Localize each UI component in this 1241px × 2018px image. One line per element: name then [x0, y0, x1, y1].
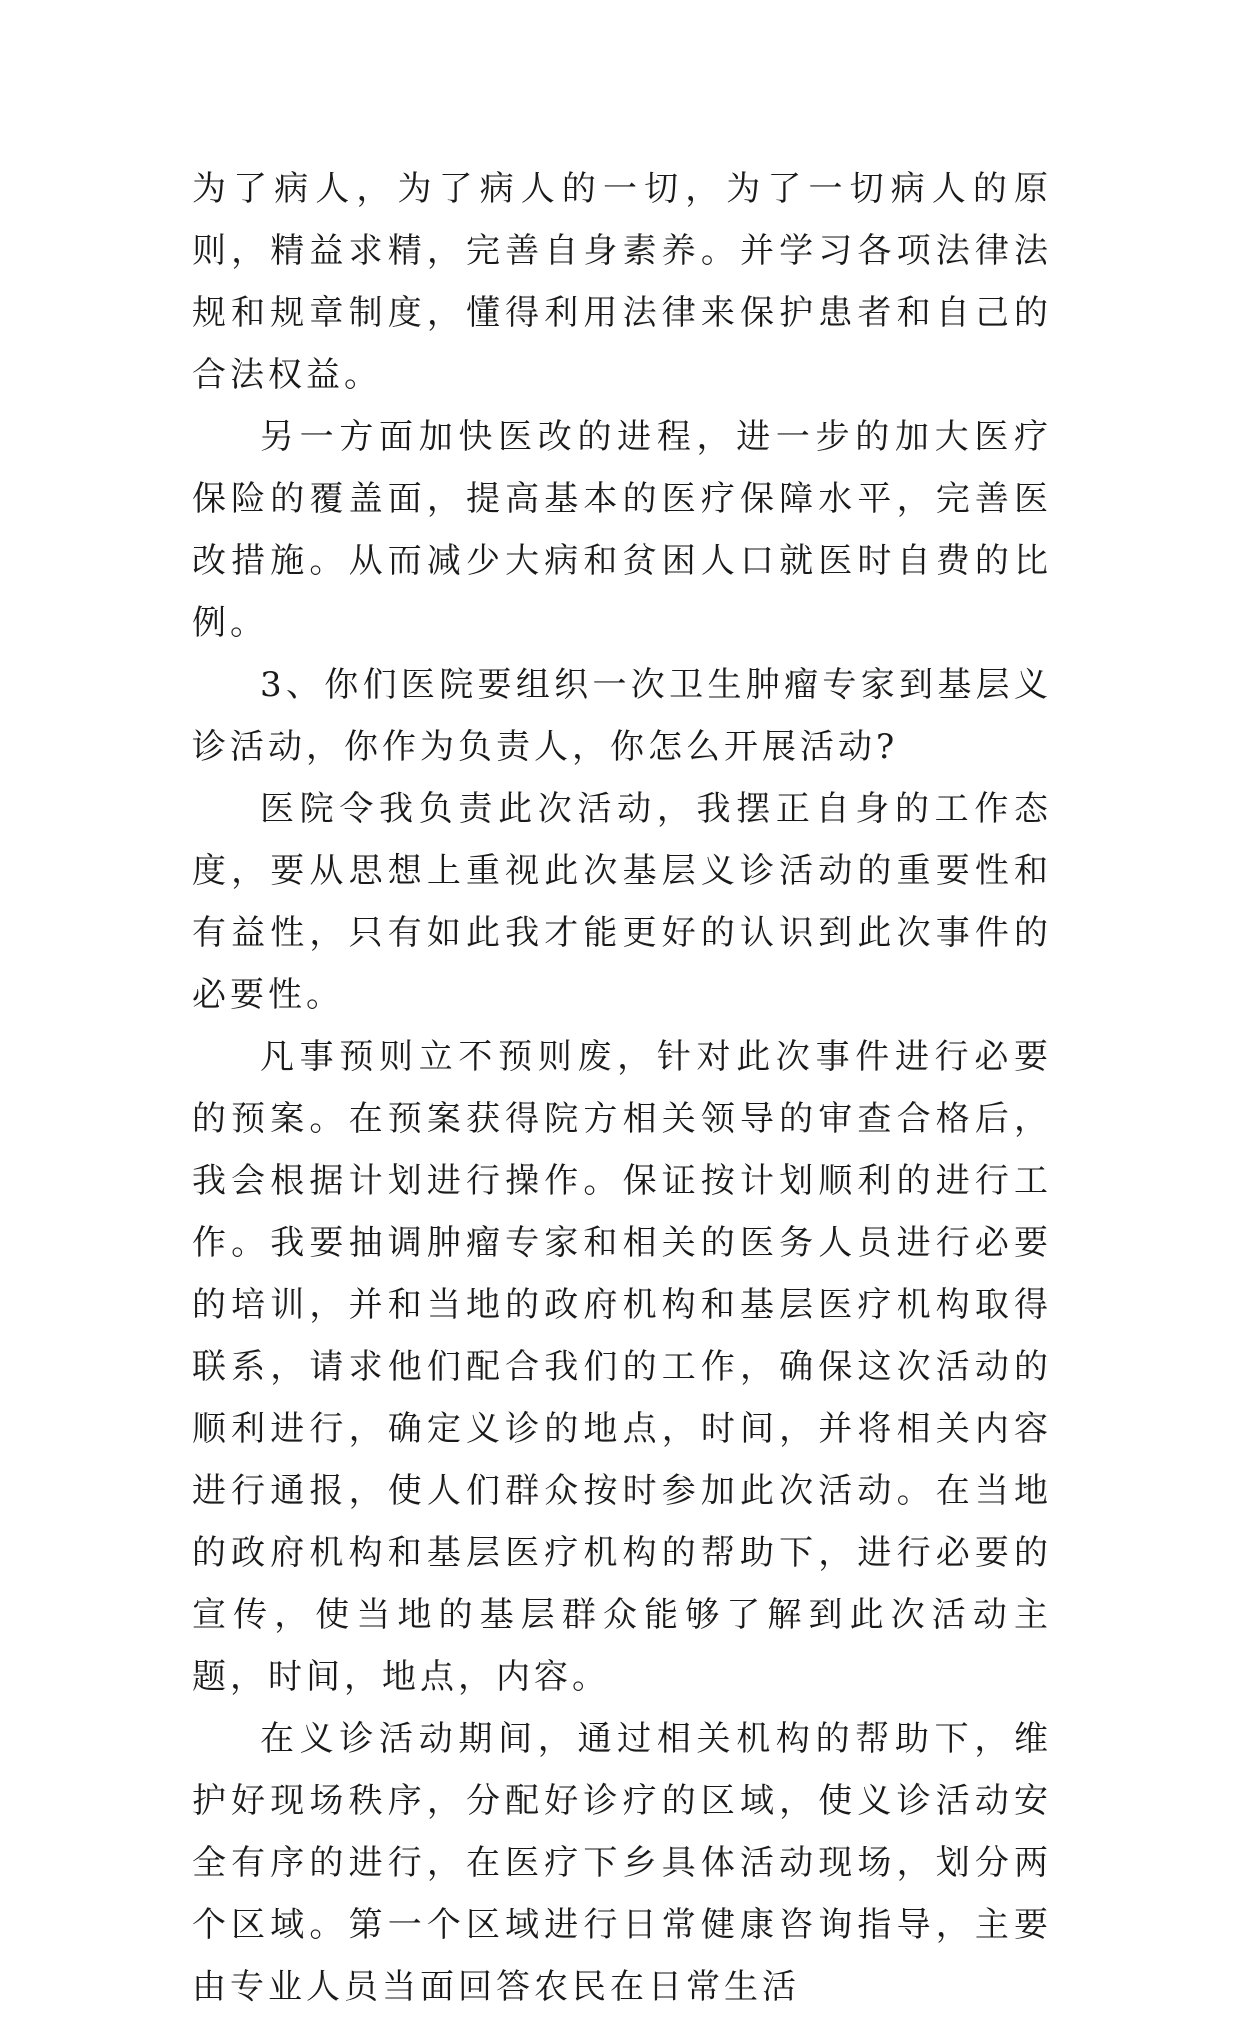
paragraph-plan: 凡事预则立不预则废，针对此次事件进行必要的预案。在预案获得院方相关领导的审查合格后，我会根据计划进行操作。保证按计划顺利的进行工作。我要抽调肿瘤专家和相关的医务人员进行必要的培训，并和当地的政府机构和基层医疗机构取得联系，请求他们配合我们的工作，确保这次活动的顺利进行，确定义诊的地点，时间，并将相关内容进行通报，使人们群众按时参加此次活动。在当地的政府机构和基层医疗机构的帮助下，进行必要的宣传，使当地的基层群众能够了解到此次活动主题，时间，地点，内容。	[192, 1037, 1052, 1697]
document-body	[192, 158, 1052, 2018]
paragraph-attitude: 医院令我负责此次活动，我摆正自身的工作态度，要从思想上重视此次基层义诊活动的重要性和有益性，只有如此我才能更好的认识到此次事件的必要性。	[192, 789, 1052, 1015]
question-3: 3、你们医院要组织一次卫生肿瘤专家到基层义诊活动，你作为负责人，你怎么开展活动?	[192, 665, 1052, 767]
paragraph-medical-reform: 另一方面加快医改的进程，进一步的加大医疗保险的覆盖面，提高基本的医疗保障水平，完善医改措施。从而减少大病和贫困人口就医时自费的比例。	[192, 417, 1052, 643]
paragraph-continuation: 为了病人，为了病人的一切，为了一切病人的原则，精益求精，完善自身素养。并学习各项法律法规和规章制度，懂得利用法律来保护患者和自己的合法权益。	[192, 169, 1052, 395]
paragraph-on-site: 在义诊活动期间，通过相关机构的帮助下，维护好现场秩序，分配好诊疗的区域，使义诊活动安全有序的进行，在医疗下乡具体活动现场，划分两个区域。第一个区域进行日常健康咨询指导，主要由专业人员当面回答农民在日常生活	[192, 1719, 1052, 2007]
